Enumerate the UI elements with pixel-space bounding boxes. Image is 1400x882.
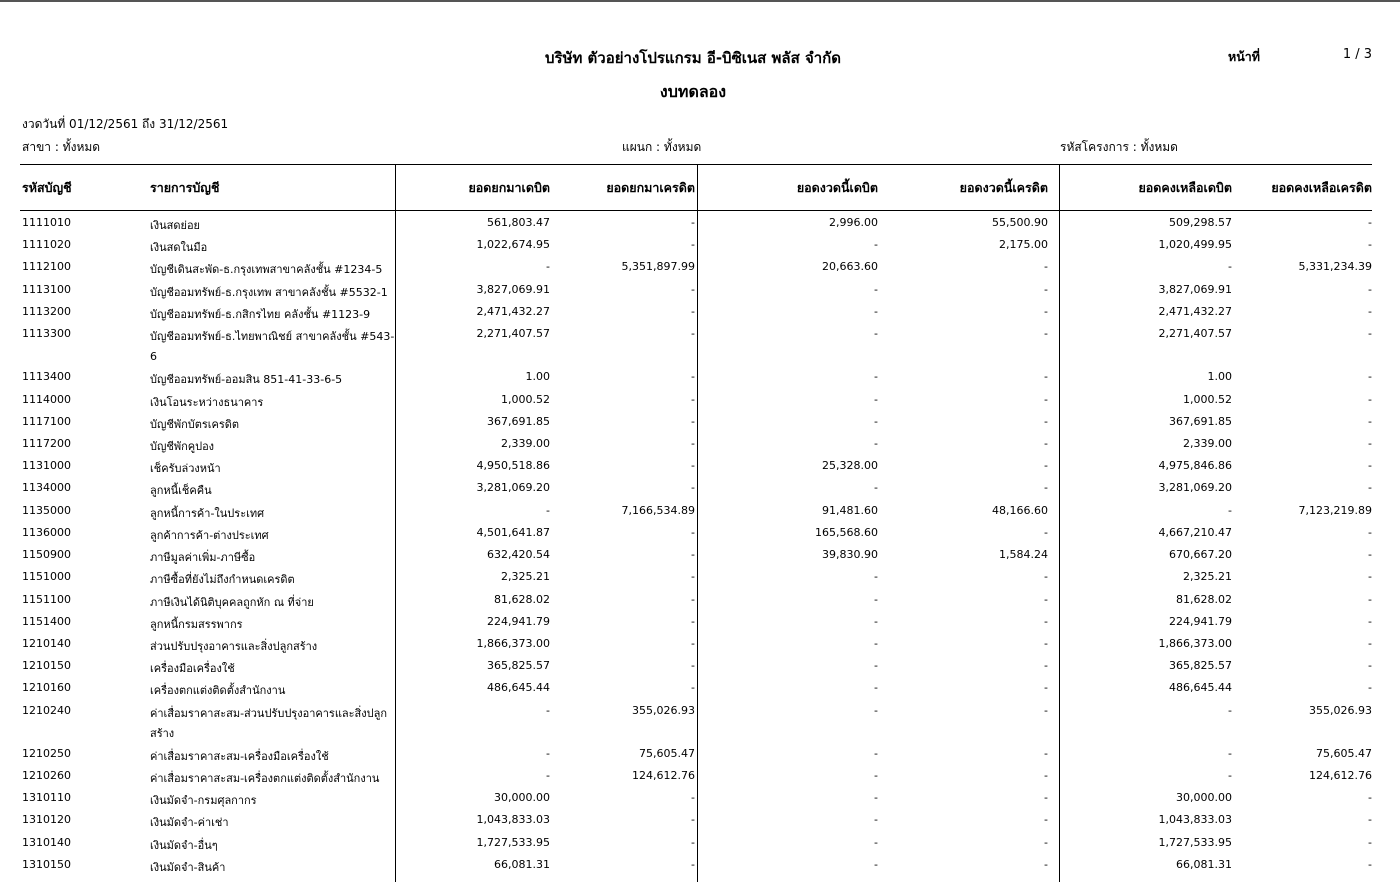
account-code: 1210150 <box>22 659 71 672</box>
closing-debit: 3,827,069.91 <box>1158 283 1232 296</box>
opening-credit: 5,351,897.99 <box>621 260 695 273</box>
column-divider <box>697 164 698 882</box>
opening-credit: - <box>691 570 695 583</box>
closing-credit: - <box>1368 836 1372 849</box>
period-debit: - <box>874 637 878 650</box>
header-bottom-rule <box>20 210 1372 211</box>
closing-credit: 7,123,219.89 <box>1298 504 1372 517</box>
period-debit: 25,328.00 <box>822 459 878 472</box>
closing-credit: - <box>1368 548 1372 561</box>
account-name: เงินมัดจำ-ค่าเช่า <box>150 816 229 829</box>
opening-credit: - <box>691 283 695 296</box>
period-debit: - <box>874 704 878 717</box>
period-debit: - <box>874 570 878 583</box>
opening-credit: - <box>691 481 695 494</box>
closing-credit: - <box>1368 327 1372 340</box>
account-code: 1310150 <box>22 858 71 871</box>
account-code: 1210240 <box>22 704 71 717</box>
column-header-period-credit: ยอดงวดนี้เครดิต <box>959 180 1048 195</box>
period-credit: - <box>1044 393 1048 406</box>
account-code: 1135000 <box>22 504 71 517</box>
branch-filter: สาขา : ทั้งหมด <box>22 140 101 154</box>
opening-credit: - <box>691 593 695 606</box>
account-code: 1113100 <box>22 283 71 296</box>
department-filter: แผนก : ทั้งหมด <box>622 140 702 154</box>
opening-debit: 2,339.00 <box>501 437 550 450</box>
opening-debit: 66,081.31 <box>494 858 550 871</box>
closing-debit: 66,081.31 <box>1176 858 1232 871</box>
account-code: 1117200 <box>22 437 71 450</box>
closing-debit: 670,667.20 <box>1169 548 1232 561</box>
account-name: ภาษีซื้อที่ยังไม่ถึงกำหนดเครดิต <box>150 573 295 586</box>
account-code: 1210250 <box>22 747 71 760</box>
opening-credit: - <box>691 858 695 871</box>
closing-credit: - <box>1368 813 1372 826</box>
period-range: งวดวันที่ 01/12/2561 ถึง 31/12/2561 <box>22 117 229 131</box>
column-header-open-credit: ยอดยกมาเครดิต <box>606 180 695 195</box>
opening-credit: - <box>691 548 695 561</box>
period-debit: - <box>874 437 878 450</box>
account-code: 1112100 <box>22 260 71 273</box>
period-credit: - <box>1044 327 1048 340</box>
closing-debit: 1.00 <box>1207 370 1232 383</box>
account-code: 1210260 <box>22 769 71 782</box>
opening-debit: 3,827,069.91 <box>476 283 550 296</box>
closing-credit: - <box>1368 437 1372 450</box>
account-code: 1117100 <box>22 415 71 428</box>
period-credit: 1,584.24 <box>999 548 1048 561</box>
column-header-period-debit: ยอดงวดนี้เดบิต <box>796 180 878 195</box>
period-credit: - <box>1044 813 1048 826</box>
opening-credit: 124,612.76 <box>632 769 695 782</box>
closing-debit: 2,325.21 <box>1183 570 1232 583</box>
account-name: บัญชีออมทรัพย์-ธ.ไทยพาณิชย์ สาขาคลังชั้น #543-6 <box>150 330 395 363</box>
opening-debit: 2,325.21 <box>501 570 550 583</box>
opening-credit: - <box>691 437 695 450</box>
account-code: 1310110 <box>22 791 71 804</box>
closing-debit: - <box>1228 704 1232 717</box>
account-name: ค่าเสื่อมราคาสะสม-เครื่องมือเครื่องใช้ <box>150 750 329 763</box>
column-divider <box>395 164 396 882</box>
account-name: เครื่องตกแต่งติดตั้งสำนักงาน <box>150 684 286 697</box>
account-code: 1151000 <box>22 570 71 583</box>
column-divider <box>1059 164 1060 882</box>
closing-debit: 367,691.85 <box>1169 415 1232 428</box>
period-debit: - <box>874 481 878 494</box>
closing-credit: - <box>1368 858 1372 871</box>
closing-credit: - <box>1368 526 1372 539</box>
opening-debit: 81,628.02 <box>494 593 550 606</box>
opening-credit: - <box>691 836 695 849</box>
closing-credit: - <box>1368 415 1372 428</box>
period-debit: - <box>874 615 878 628</box>
closing-debit: - <box>1228 769 1232 782</box>
opening-debit: - <box>546 769 550 782</box>
account-name: บัญชีออมทรัพย์-ออมสิน 851-41-33-6-5 <box>150 373 343 386</box>
closing-debit: - <box>1228 504 1232 517</box>
opening-debit: - <box>546 704 550 717</box>
closing-credit: - <box>1368 481 1372 494</box>
account-name: บัญชีออมทรัพย์-ธ.กรุงเทพ สาขาคลังชั้น #5532-1 <box>150 286 388 299</box>
account-name: เครื่องมือเครื่องใช้ <box>150 662 235 675</box>
period-credit: - <box>1044 637 1048 650</box>
account-name: ลูกค้าการค้า-ต่างประเทศ <box>150 529 269 542</box>
closing-debit: 509,298.57 <box>1169 216 1232 229</box>
account-name: บัญชีออมทรัพย์-ธ.กสิกรไทย คลังชั้น #1123-9 <box>150 308 371 321</box>
closing-credit: - <box>1368 370 1372 383</box>
report-title: งบทดลอง <box>659 82 727 101</box>
closing-debit: 486,645.44 <box>1169 681 1232 694</box>
closing-credit: 124,612.76 <box>1309 769 1372 782</box>
closing-credit: - <box>1368 393 1372 406</box>
period-debit: 39,830.90 <box>822 548 878 561</box>
opening-debit: 1.00 <box>525 370 550 383</box>
opening-debit: 30,000.00 <box>494 791 550 804</box>
closing-credit: - <box>1368 238 1372 251</box>
closing-credit: - <box>1368 459 1372 472</box>
opening-debit: 632,420.54 <box>487 548 550 561</box>
period-debit: - <box>874 813 878 826</box>
opening-debit: 3,281,069.20 <box>476 481 550 494</box>
opening-credit: 355,026.93 <box>632 704 695 717</box>
account-name: เช็ครับล่วงหน้า <box>150 462 221 475</box>
account-name: ค่าเสื่อมราคาสะสม-ส่วนปรับปรุงอาคารและสิ่งปลูกสร้าง <box>150 707 388 740</box>
closing-debit: 1,866,373.00 <box>1158 637 1232 650</box>
period-credit: - <box>1044 481 1048 494</box>
account-name: ลูกหนี้การค้า-ในประเทศ <box>150 507 265 520</box>
column-header-close-debit: ยอดคงเหลือเดบิต <box>1138 180 1232 195</box>
closing-credit: - <box>1368 593 1372 606</box>
closing-credit: - <box>1368 637 1372 650</box>
closing-debit: 224,941.79 <box>1169 615 1232 628</box>
opening-credit: - <box>691 305 695 318</box>
period-debit: - <box>874 681 878 694</box>
closing-credit: 75,605.47 <box>1316 747 1372 760</box>
account-name: เงินมัดจำ-สินค้า <box>150 861 226 874</box>
opening-credit: - <box>691 615 695 628</box>
closing-debit: 1,020,499.95 <box>1158 238 1232 251</box>
closing-debit: 1,043,833.03 <box>1158 813 1232 826</box>
period-credit: - <box>1044 283 1048 296</box>
period-credit: - <box>1044 260 1048 273</box>
opening-debit: - <box>546 747 550 760</box>
period-credit: - <box>1044 769 1048 782</box>
column-header-close-credit: ยอดคงเหลือเครดิต <box>1271 180 1372 195</box>
closing-credit: - <box>1368 791 1372 804</box>
account-name: บัญชีพักบัตรเครดิต <box>150 418 240 431</box>
closing-debit: - <box>1228 747 1232 760</box>
account-code: 1113400 <box>22 370 71 383</box>
opening-credit: - <box>691 791 695 804</box>
account-code: 1210160 <box>22 681 71 694</box>
opening-debit: 2,271,407.57 <box>476 327 550 340</box>
opening-debit: 365,825.57 <box>487 659 550 672</box>
account-code: 1113300 <box>22 327 71 340</box>
closing-debit: 3,281,069.20 <box>1158 481 1232 494</box>
column-header-name: รายการบัญชี <box>150 180 220 195</box>
closing-debit: 1,727,533.95 <box>1158 836 1232 849</box>
period-debit: - <box>874 858 878 871</box>
opening-credit: - <box>691 526 695 539</box>
column-header-open-debit: ยอดยกมาเดบิต <box>468 180 550 195</box>
opening-credit: - <box>691 393 695 406</box>
opening-debit: 1,727,533.95 <box>476 836 550 849</box>
period-credit: - <box>1044 858 1048 871</box>
closing-debit: 4,667,210.47 <box>1158 526 1232 539</box>
opening-credit: - <box>691 216 695 229</box>
opening-credit: - <box>691 659 695 672</box>
opening-debit: 1,866,373.00 <box>476 637 550 650</box>
period-debit: 2,996.00 <box>829 216 878 229</box>
opening-credit: - <box>691 238 695 251</box>
account-name: เงินมัดจำ-อื่นๆ <box>150 839 218 852</box>
period-debit: - <box>874 370 878 383</box>
period-credit: - <box>1044 593 1048 606</box>
period-credit: - <box>1044 459 1048 472</box>
account-code: 1150900 <box>22 548 71 561</box>
opening-credit: - <box>691 813 695 826</box>
period-credit: - <box>1044 570 1048 583</box>
closing-debit: 2,271,407.57 <box>1158 327 1232 340</box>
account-code: 1131000 <box>22 459 71 472</box>
account-name: บัญชีเดินสะพัด-ธ.กรุงเทพสาขาคลังชั้น #1234-5 <box>150 263 383 276</box>
period-debit: - <box>874 283 878 296</box>
closing-credit: 5,331,234.39 <box>1298 260 1372 273</box>
column-header-code: รหัสบัญชี <box>22 180 72 195</box>
closing-debit: 365,825.57 <box>1169 659 1232 672</box>
period-debit: - <box>874 593 878 606</box>
account-name: เงินสดในมือ <box>150 241 208 254</box>
closing-credit: - <box>1368 283 1372 296</box>
account-name: ค่าเสื่อมราคาสะสม-เครื่องตกแต่งติดตั้งสำนักงาน <box>150 772 380 785</box>
period-credit: 2,175.00 <box>999 238 1048 251</box>
period-debit: - <box>874 791 878 804</box>
account-name: ลูกหนี้เช็คคืน <box>150 484 212 497</box>
period-debit: - <box>874 327 878 340</box>
period-credit: - <box>1044 615 1048 628</box>
opening-debit: 224,941.79 <box>487 615 550 628</box>
opening-debit: - <box>546 504 550 517</box>
closing-credit: - <box>1368 570 1372 583</box>
opening-debit: 4,501,641.87 <box>476 526 550 539</box>
period-debit: - <box>874 238 878 251</box>
opening-debit: 2,471,432.27 <box>476 305 550 318</box>
period-debit: - <box>874 393 878 406</box>
account-code: 1151400 <box>22 615 71 628</box>
account-code: 1113200 <box>22 305 71 318</box>
closing-debit: 2,339.00 <box>1183 437 1232 450</box>
period-credit: - <box>1044 659 1048 672</box>
opening-credit: 7,166,534.89 <box>621 504 695 517</box>
closing-credit: - <box>1368 615 1372 628</box>
account-code: 1114000 <box>22 393 71 406</box>
period-credit: 55,500.90 <box>992 216 1048 229</box>
period-debit: - <box>874 415 878 428</box>
period-credit: - <box>1044 836 1048 849</box>
page-number: 1 / 3 <box>1342 47 1372 62</box>
account-name: เงินมัดจำ-กรมศุลกากร <box>150 794 257 807</box>
period-debit: - <box>874 836 878 849</box>
period-debit: - <box>874 769 878 782</box>
closing-credit: 355,026.93 <box>1309 704 1372 717</box>
opening-credit: - <box>691 637 695 650</box>
company-name: บริษัท ตัวอย่างโปรแกรม อี-บิซิเนส พลัส จำกัด <box>544 49 842 67</box>
closing-debit: 1,000.52 <box>1183 393 1232 406</box>
opening-debit: - <box>546 260 550 273</box>
period-debit: - <box>874 747 878 760</box>
opening-debit: 1,022,674.95 <box>476 238 550 251</box>
period-credit: - <box>1044 415 1048 428</box>
period-credit: - <box>1044 704 1048 717</box>
period-credit: - <box>1044 681 1048 694</box>
account-code: 1210140 <box>22 637 71 650</box>
opening-credit: - <box>691 327 695 340</box>
closing-credit: - <box>1368 305 1372 318</box>
opening-debit: 1,000.52 <box>501 393 550 406</box>
account-code: 1151100 <box>22 593 71 606</box>
period-credit: - <box>1044 526 1048 539</box>
account-name: บัญชีพักคูปอง <box>150 440 215 453</box>
page-label: หน้าที่ <box>1228 49 1261 64</box>
period-credit: - <box>1044 791 1048 804</box>
opening-credit: - <box>691 415 695 428</box>
period-debit: - <box>874 305 878 318</box>
header-top-rule <box>20 164 1372 165</box>
opening-credit: 75,605.47 <box>639 747 695 760</box>
period-debit: 165,568.60 <box>815 526 878 539</box>
period-credit: 48,166.60 <box>992 504 1048 517</box>
account-code: 1310140 <box>22 836 71 849</box>
account-code: 1310120 <box>22 813 71 826</box>
closing-credit: - <box>1368 681 1372 694</box>
account-code: 1111010 <box>22 216 71 229</box>
closing-credit: - <box>1368 216 1372 229</box>
opening-credit: - <box>691 681 695 694</box>
opening-credit: - <box>691 459 695 472</box>
account-code: 1111020 <box>22 238 71 251</box>
account-code: 1134000 <box>22 481 71 494</box>
opening-debit: 4,950,518.86 <box>476 459 550 472</box>
account-code: 1136000 <box>22 526 71 539</box>
period-debit: 91,481.60 <box>822 504 878 517</box>
account-name: ภาษีมูลค่าเพิ่ม-ภาษีซื้อ <box>150 551 256 564</box>
closing-debit: 30,000.00 <box>1176 791 1232 804</box>
opening-debit: 486,645.44 <box>487 681 550 694</box>
period-credit: - <box>1044 305 1048 318</box>
account-name: เงินโอนระหว่างธนาคาร <box>150 396 264 409</box>
closing-debit: - <box>1228 260 1232 273</box>
opening-debit: 1,043,833.03 <box>476 813 550 826</box>
period-debit: 20,663.60 <box>822 260 878 273</box>
opening-debit: 367,691.85 <box>487 415 550 428</box>
period-credit: - <box>1044 747 1048 760</box>
period-debit: - <box>874 659 878 672</box>
opening-debit: 561,803.47 <box>487 216 550 229</box>
top-border <box>0 0 1400 2</box>
closing-credit: - <box>1368 659 1372 672</box>
account-name: ภาษีเงินได้นิติบุคคลถูกหัก ณ ที่จ่าย <box>150 596 314 609</box>
project-filter: รหัสโครงการ : ทั้งหมด <box>1060 140 1178 154</box>
account-name: ลูกหนี้กรมสรรพากร <box>150 618 243 631</box>
account-name: เงินสดย่อย <box>150 219 201 232</box>
period-credit: - <box>1044 370 1048 383</box>
account-name: ส่วนปรับปรุงอาคารและสิ่งปลูกสร้าง <box>150 640 318 653</box>
closing-debit: 2,471,432.27 <box>1158 305 1232 318</box>
closing-debit: 81,628.02 <box>1176 593 1232 606</box>
opening-credit: - <box>691 370 695 383</box>
closing-debit: 4,975,846.86 <box>1158 459 1232 472</box>
period-credit: - <box>1044 437 1048 450</box>
